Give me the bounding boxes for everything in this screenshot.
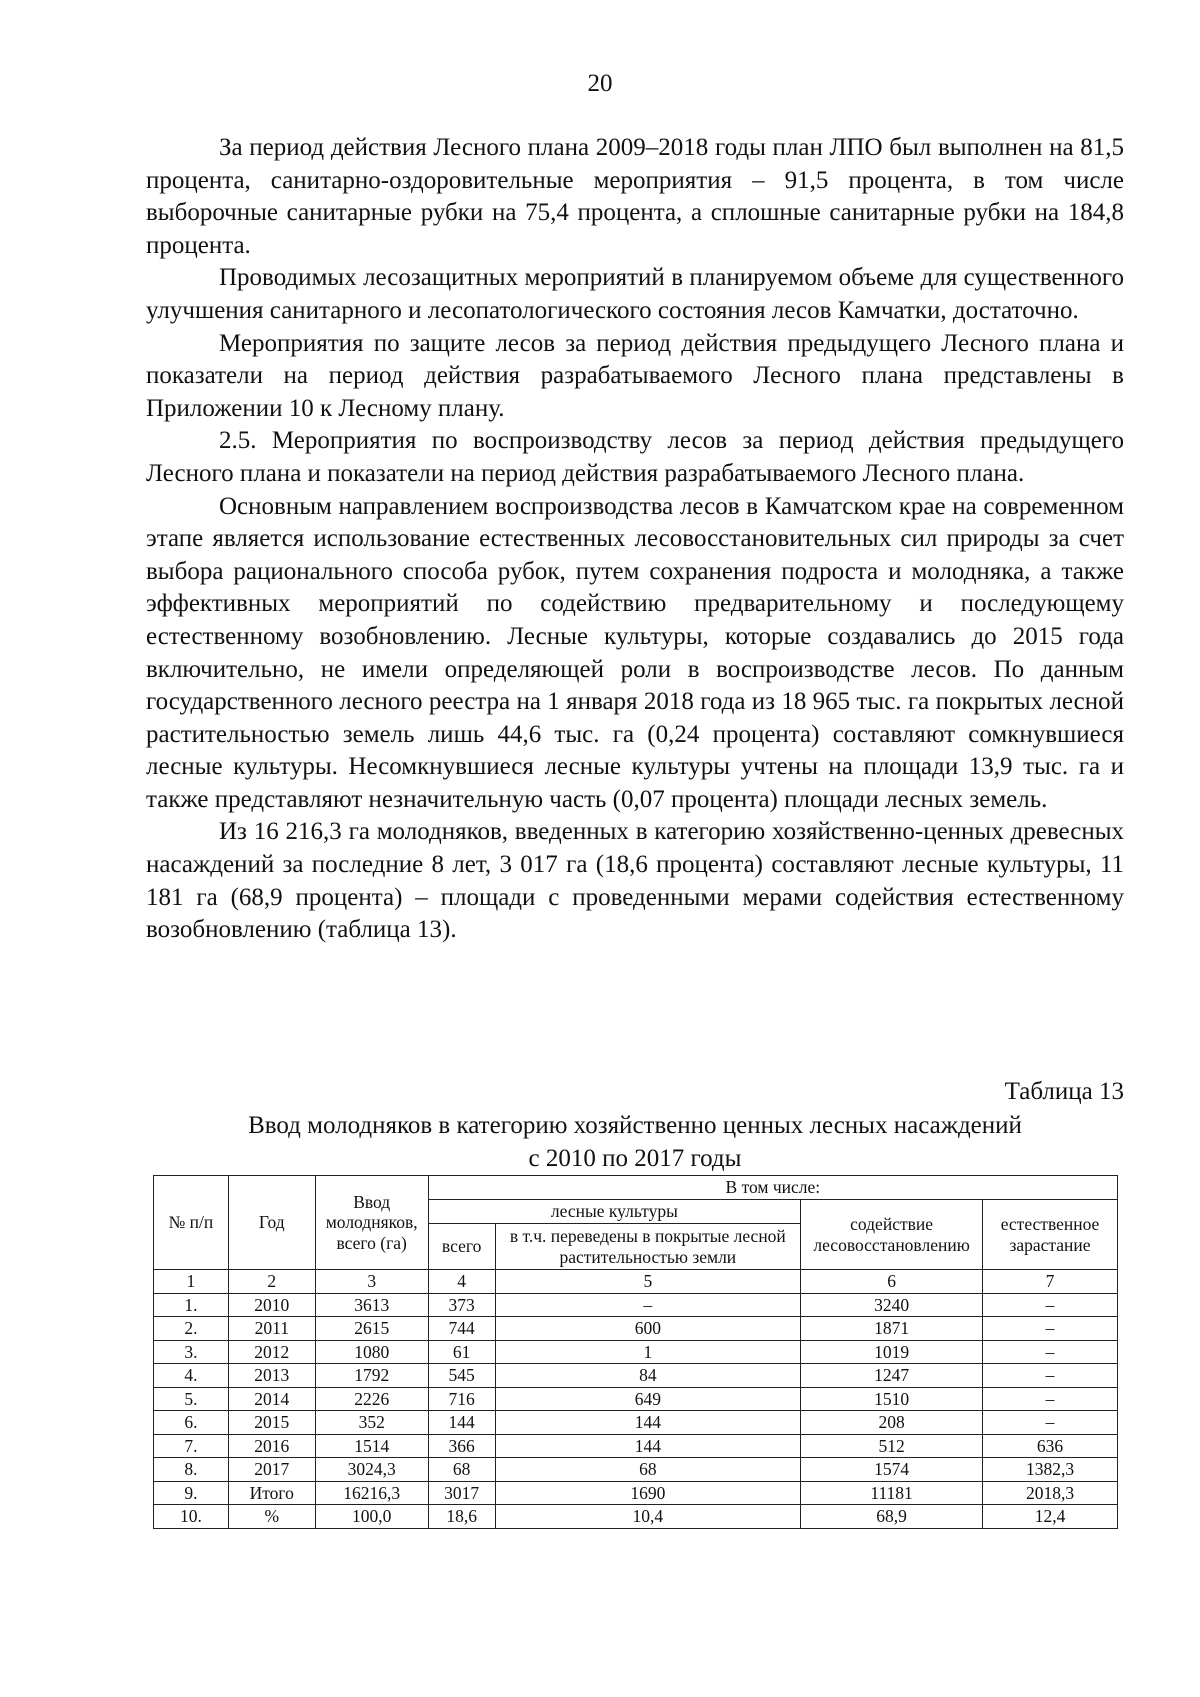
column-number-row [154, 1270, 1118, 1294]
paragraph-reproduction-direction: Основным направлением воспроизводства лесов в Камчатском крае на современном этапе является использование естественных лесовосстановительных сил природы за счет выбора рационального способа рубок, путем сохранения подроста и молодняка, а также эффективных мероприятий по содействию предварительному и последующему естественному возобновлению. Лесные культуры, которые создавались до 2015 года включительно, не имели определяющей роли в воспроизводстве лесов. По данным государственного лесного реестра на 1 января 2018 года из 18 965 тыс. га покрытых лесной растительностью земель лишь 44,6 тыс. га (0,24 процента) составляют сомкнувшиеся лесные культуры. Несомкнувшиеся лесные культуры учтены на площади 13,9 тыс. га и также представляют незначительную часть (0,07 процента) площади лесных земель. [146, 492, 1124, 813]
section-heading-2-5: 2.5. Мероприятия по воспроизводству лесов за период действия предыдущего Лесного плана и показатели на период действия разрабатываемого Лесного плана. [146, 427, 1124, 487]
column-number-cell: 4 [428, 1270, 495, 1294]
table-cell: 545 [428, 1364, 495, 1388]
body-text [146, 132, 1124, 947]
table-cell: 2013 [228, 1364, 315, 1388]
table-cell: 2016 [228, 1434, 315, 1458]
column-number-cell: 6 [801, 1270, 983, 1294]
table-row [154, 1317, 1118, 1341]
table-cell: 61 [428, 1340, 495, 1364]
paragraph-young-stands: Из 16 216,3 га молодняков, введенных в категорию хозяйственно-ценных древесных насаждений за последние 8 лет, 3 017 га (18,6 процента) составляют лесные культуры, 11 181 га (68,9 процента) – площади с проведенными мерами содействия естественному возобновлению (таблица 13). [146, 818, 1124, 944]
table-row [154, 1411, 1118, 1435]
table-cell: 649 [495, 1387, 801, 1411]
table-row [154, 1293, 1118, 1317]
table-title [146, 1110, 1124, 1175]
table-cell: 2226 [315, 1387, 428, 1411]
table-cell: 2014 [228, 1387, 315, 1411]
table-cell: 1514 [315, 1434, 428, 1458]
page-number: 20 [587, 70, 613, 97]
table-cell: 3. [154, 1340, 229, 1364]
table-row [154, 1340, 1118, 1364]
table-cell: 68 [495, 1458, 801, 1482]
table-cell: 1080 [315, 1340, 428, 1364]
table-cell: 2011 [228, 1317, 315, 1341]
table-cell: – [983, 1364, 1118, 1388]
table-cell: 12,4 [983, 1505, 1118, 1529]
table-cell: – [983, 1340, 1118, 1364]
table-cell: 144 [495, 1411, 801, 1435]
table-cell: 373 [428, 1293, 495, 1317]
table-cell: 2615 [315, 1317, 428, 1341]
table-cell: 7. [154, 1434, 229, 1458]
young-stands-table [153, 1175, 1118, 1529]
paragraph-protection-sufficiency: Проводимых лесозащитных мероприятий в планируемом объеме для существенного улучшения санитарного и лесопатологического состояния лесов Камчатки, достаточно. [146, 264, 1124, 324]
table-cell: 1574 [801, 1458, 983, 1482]
table-cell: 3024,3 [315, 1458, 428, 1482]
table-cell: 208 [801, 1411, 983, 1435]
table-cell: 2010 [228, 1293, 315, 1317]
table-cell: 600 [495, 1317, 801, 1341]
table-cell: 144 [428, 1411, 495, 1435]
table-cell: 6. [154, 1411, 229, 1435]
table-cell: 1792 [315, 1364, 428, 1388]
header-natural: естественное зарастание [983, 1200, 1118, 1270]
table-row [154, 1434, 1118, 1458]
table-cell: 1019 [801, 1340, 983, 1364]
table-title-line1: Ввод молодняков в категорию хозяйственно ценных лесных насаждений [248, 1112, 1022, 1139]
table-cell: 636 [983, 1434, 1118, 1458]
table-cell: – [983, 1387, 1118, 1411]
table-title-line2: с 2010 по 2017 годы [528, 1144, 742, 1172]
table-cell: 3240 [801, 1293, 983, 1317]
table-cell: – [983, 1317, 1118, 1341]
table-cell: 512 [801, 1434, 983, 1458]
table-cell: 3613 [315, 1293, 428, 1317]
table-cell: 16216,3 [315, 1481, 428, 1505]
table-cell: 84 [495, 1364, 801, 1388]
table-cell: 5. [154, 1387, 229, 1411]
table-cell: 1510 [801, 1387, 983, 1411]
table-cell: 2017 [228, 1458, 315, 1482]
header-assistance: содействие лесовосстановлению [801, 1200, 983, 1270]
header-total: Ввод молодняков, всего (га) [315, 1176, 428, 1270]
table-row [154, 1481, 1118, 1505]
table-cell: 1 [495, 1340, 801, 1364]
table-body [154, 1270, 1118, 1529]
table-cell: Итого [228, 1481, 315, 1505]
table-cell: 1. [154, 1293, 229, 1317]
table-cell: 2018,3 [983, 1481, 1118, 1505]
table-cell: 9. [154, 1481, 229, 1505]
table-cell: 352 [315, 1411, 428, 1435]
table-cell: 744 [428, 1317, 495, 1341]
table-cell: 8. [154, 1458, 229, 1482]
column-number-cell: 2 [228, 1270, 315, 1294]
table-cell: 1690 [495, 1481, 801, 1505]
header-year: Год [228, 1176, 315, 1270]
table-cell: 716 [428, 1387, 495, 1411]
table-cell: 68 [428, 1458, 495, 1482]
header-fc-total: всего [428, 1224, 495, 1270]
table-cell: 11181 [801, 1481, 983, 1505]
table-cell: – [983, 1293, 1118, 1317]
table-row [154, 1387, 1118, 1411]
column-number-cell: 5 [495, 1270, 801, 1294]
table-cell: 1871 [801, 1317, 983, 1341]
table-cell: 4. [154, 1364, 229, 1388]
header-num: № п/п [154, 1176, 229, 1270]
table-cell: 366 [428, 1434, 495, 1458]
column-number-cell: 7 [983, 1270, 1118, 1294]
table-cell: 3017 [428, 1481, 495, 1505]
paragraph-appendix-reference: Мероприятия по защите лесов за период действия предыдущего Лесного плана и показатели на период действия разрабатываемого Лесного плана представлены в Приложении 10 к Лесному плану. [146, 329, 1124, 422]
column-number-cell: 3 [315, 1270, 428, 1294]
table-cell: 18,6 [428, 1505, 495, 1529]
header-forest-cultures: лесные культуры [428, 1200, 800, 1224]
table-cell: 2. [154, 1317, 229, 1341]
header-fc-transferred: в т.ч. переведены в покрытые лесной растительностью земли [495, 1224, 801, 1270]
paragraph-lpo-plan: За период действия Лесного плана 2009–2018 годы план ЛПО был выполнен на 81,5 процента, санитарно-оздоровительные мероприятия – 91,5 процента, в том числе выборочные санитарные рубки на 75,4 процента, а сплошные санитарные рубки на 184,8 процента. [146, 134, 1124, 259]
table-cell: % [228, 1505, 315, 1529]
table-cell: 10. [154, 1505, 229, 1529]
table-cell: 144 [495, 1434, 801, 1458]
table-cell: 1247 [801, 1364, 983, 1388]
table-label: Таблица 13 [1004, 1078, 1124, 1105]
table-cell: 2012 [228, 1340, 315, 1364]
table-cell: 10,4 [495, 1505, 801, 1529]
table-cell: 2015 [228, 1411, 315, 1435]
table-cell: – [983, 1411, 1118, 1435]
table-cell: 1382,3 [983, 1458, 1118, 1482]
table-cell: 68,9 [801, 1505, 983, 1529]
table-cell: 100,0 [315, 1505, 428, 1529]
table-cell: – [495, 1293, 801, 1317]
header-including: В том числе: [428, 1176, 1117, 1200]
table-row [154, 1505, 1118, 1529]
column-number-cell: 1 [154, 1270, 229, 1294]
table-row [154, 1458, 1118, 1482]
table-row [154, 1364, 1118, 1388]
